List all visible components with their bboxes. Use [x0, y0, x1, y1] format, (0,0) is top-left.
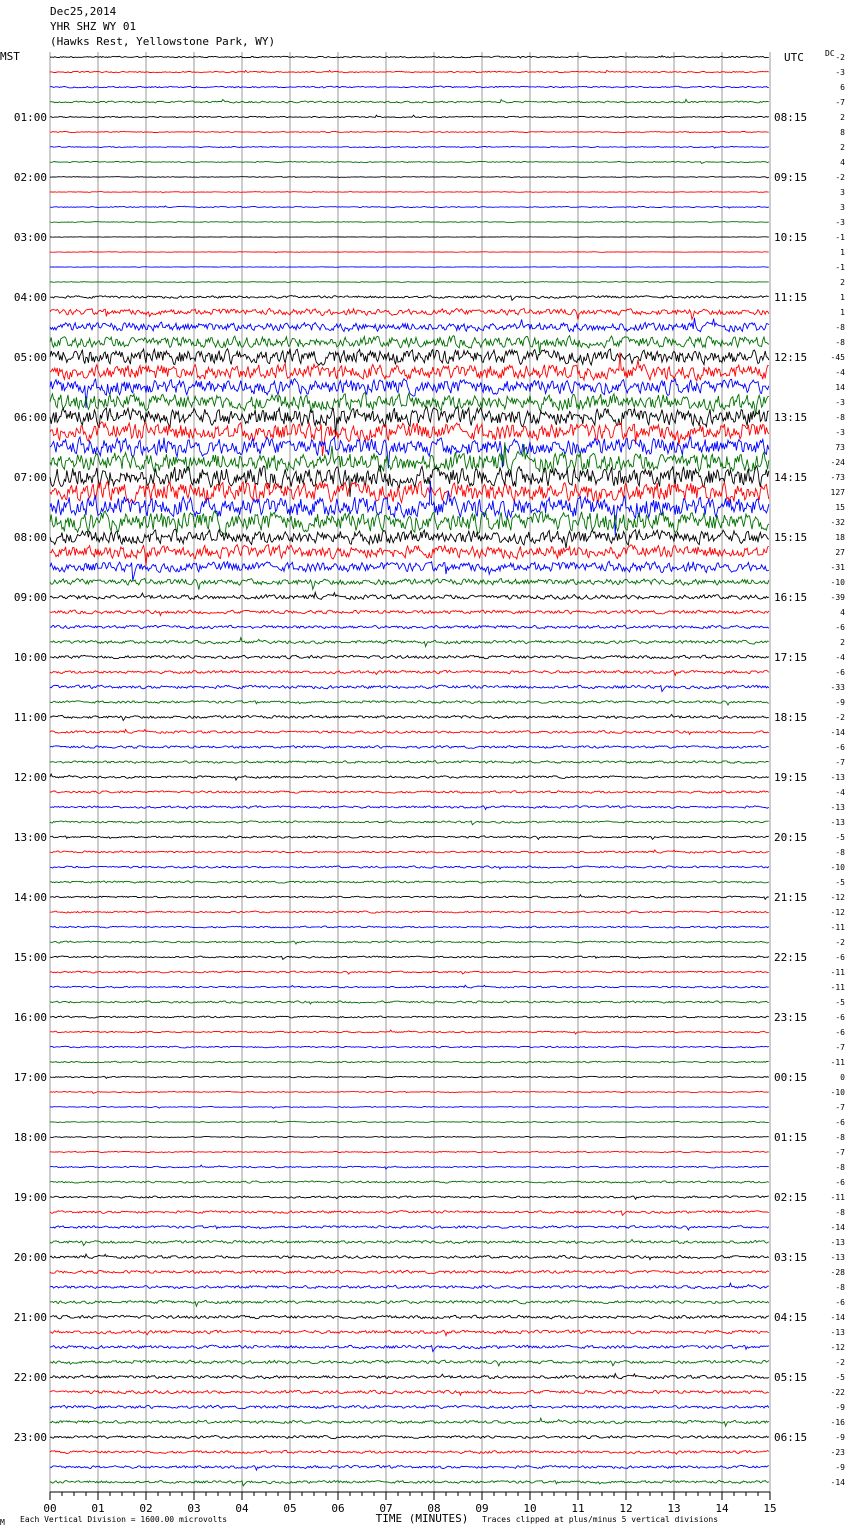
trace-87 — [50, 1360, 769, 1366]
dc-offset-label-39: 2 — [840, 638, 845, 647]
x-tick-label-00: 00 — [43, 1502, 57, 1515]
trace-32 — [50, 529, 769, 548]
header-location: (Hawks Rest, Yellowstone Park, WY) — [50, 35, 276, 48]
utc-hour-label-10: 17:15 — [774, 651, 808, 664]
trace-33 — [50, 545, 769, 566]
dc-offset-label-36: -39 — [830, 593, 845, 602]
mst-hour-label-8: 08:00 — [13, 531, 47, 544]
dc-label: DC — [825, 49, 835, 58]
dc-offset-label-88: -5 — [835, 1373, 845, 1382]
dc-offset-label-28: -73 — [830, 473, 845, 482]
dc-offset-label-48: -13 — [830, 773, 845, 782]
header-station: YHR SHZ WY 01 — [50, 20, 137, 33]
dc-offset-label-11: -3 — [835, 218, 845, 227]
trace-56 — [50, 895, 769, 900]
dc-offset-label-92: -9 — [835, 1433, 845, 1442]
trace-51 — [50, 821, 769, 825]
dc-offset-label-83: -6 — [835, 1298, 845, 1307]
mst-hour-label-15: 15:00 — [13, 951, 47, 964]
dc-offset-label-71: -6 — [835, 1118, 845, 1127]
mst-hour-label-23: 23:00 — [13, 1431, 47, 1444]
mst-hour-label-7: 07:00 — [13, 471, 47, 484]
mst-hour-label-14: 14:00 — [13, 891, 47, 904]
mst-hour-label-12: 12:00 — [13, 771, 47, 784]
trace-50 — [50, 806, 769, 810]
trace-88 — [50, 1374, 769, 1379]
trace-61 — [50, 971, 769, 974]
dc-offset-label-74: -8 — [835, 1163, 845, 1172]
trace-15 — [50, 282, 769, 283]
trace-74 — [50, 1165, 769, 1169]
header-date: Dec25,2014 — [50, 5, 117, 18]
x-tick-label-03: 03 — [187, 1502, 201, 1515]
trace-48 — [50, 774, 769, 780]
dc-offset-label-81: -28 — [830, 1268, 845, 1277]
dc-offset-label-49: -4 — [835, 788, 845, 797]
dc-offset-label-75: -6 — [835, 1178, 845, 1187]
trace-18 — [50, 318, 769, 332]
trace-31 — [50, 511, 769, 534]
dc-offset-label-91: -16 — [830, 1418, 845, 1427]
utc-hour-label-18: 01:15 — [774, 1131, 808, 1144]
dc-offset-label-57: -12 — [830, 908, 845, 917]
utc-hour-label-2: 09:15 — [774, 171, 808, 184]
dc-offset-label-37: 4 — [840, 608, 845, 617]
dc-offset-label-17: 1 — [840, 308, 845, 317]
trace-89 — [50, 1390, 769, 1395]
trace-2 — [50, 86, 769, 88]
dc-offset-label-42: -33 — [830, 683, 845, 692]
trace-3 — [50, 99, 769, 103]
trace-76 — [50, 1196, 769, 1200]
dc-offset-label-10: 3 — [840, 203, 845, 212]
dc-offset-label-6: 2 — [840, 143, 845, 152]
utc-hour-label-4: 11:15 — [774, 291, 808, 304]
mst-hour-label-10: 10:00 — [13, 651, 47, 664]
utc-hour-label-16: 23:15 — [774, 1011, 808, 1024]
dc-offset-label-85: -13 — [830, 1328, 845, 1337]
trace-67 — [50, 1061, 769, 1063]
trace-0 — [50, 56, 769, 58]
dc-offset-label-47: -7 — [835, 758, 845, 767]
mst-hour-label-20: 20:00 — [13, 1251, 47, 1264]
mst-hour-label-11: 11:00 — [13, 711, 47, 724]
dc-offset-label-9: 3 — [840, 188, 845, 197]
dc-offset-label-3: -7 — [835, 98, 845, 107]
utc-hour-label-23: 06:15 — [774, 1431, 808, 1444]
x-tick-label-15: 15 — [763, 1502, 777, 1515]
x-tick-label-09: 09 — [475, 1502, 489, 1515]
mst-hour-label-6: 06:00 — [13, 411, 47, 424]
utc-hour-label-11: 18:15 — [774, 711, 808, 724]
dc-offset-label-38: -6 — [835, 623, 845, 632]
trace-14 — [50, 267, 769, 268]
mst-hour-label-4: 04:00 — [13, 291, 47, 304]
trace-58 — [50, 926, 769, 928]
dc-offset-label-26: 73 — [835, 443, 845, 452]
trace-11 — [50, 222, 769, 223]
dc-offset-label-86: -12 — [830, 1343, 845, 1352]
trace-85 — [50, 1330, 769, 1336]
dc-offset-label-0: -2 — [835, 53, 845, 62]
dc-offset-label-12: -1 — [835, 233, 845, 242]
trace-17 — [50, 308, 769, 319]
dc-offset-label-62: -11 — [830, 983, 845, 992]
x-tick-label-13: 13 — [667, 1502, 681, 1515]
trace-65 — [50, 1030, 769, 1034]
trace-9 — [50, 191, 769, 193]
dc-offset-label-69: -10 — [830, 1088, 845, 1097]
mst-hour-label-1: 01:00 — [13, 111, 47, 124]
mst-hour-label-18: 18:00 — [13, 1131, 47, 1144]
dc-offset-label-95: -14 — [830, 1478, 845, 1487]
dc-offset-label-79: -13 — [830, 1238, 845, 1247]
dc-offset-label-31: -32 — [830, 518, 845, 527]
dc-offset-label-64: -6 — [835, 1013, 845, 1022]
trace-44 — [50, 714, 769, 720]
dc-offset-label-19: -8 — [835, 338, 845, 347]
trace-68 — [50, 1076, 769, 1078]
mst-hour-label-13: 13:00 — [13, 831, 47, 844]
trace-6 — [50, 147, 769, 149]
dc-labels — [831, 53, 846, 1487]
trace-71 — [50, 1121, 769, 1123]
trace-93 — [50, 1451, 769, 1455]
dc-offset-label-73: -7 — [835, 1148, 845, 1157]
trace-91 — [50, 1418, 769, 1426]
trace-84 — [50, 1315, 769, 1319]
dc-offset-label-13: 1 — [840, 248, 845, 257]
trace-37 — [50, 610, 769, 616]
mst-hour-label-3: 03:00 — [13, 231, 47, 244]
mst-hour-label-19: 19:00 — [13, 1191, 47, 1204]
dc-offset-label-40: -4 — [835, 653, 845, 662]
mst-hour-label-16: 16:00 — [13, 1011, 47, 1024]
dc-offset-label-68: 0 — [840, 1073, 845, 1082]
trace-16 — [50, 296, 769, 301]
x-tick-label-07: 07 — [379, 1502, 393, 1515]
dc-offset-label-94: -9 — [835, 1463, 845, 1472]
dc-offset-label-30: 15 — [835, 503, 845, 512]
trace-38 — [50, 625, 769, 629]
x-tick-label-12: 12 — [619, 1502, 633, 1515]
mst-hour-label-17: 17:00 — [13, 1071, 47, 1084]
utc-hour-label-19: 02:15 — [774, 1191, 808, 1204]
dc-offset-label-5: 8 — [840, 128, 845, 137]
dc-offset-label-46: -6 — [835, 743, 845, 752]
utc-hour-label-21: 04:15 — [774, 1311, 808, 1324]
x-tick-label-14: 14 — [715, 1502, 729, 1515]
trace-13 — [50, 251, 769, 252]
trace-70 — [50, 1106, 769, 1108]
x-tick-label-10: 10 — [523, 1502, 537, 1515]
dc-offset-label-34: -31 — [830, 563, 845, 572]
dc-offset-label-89: -22 — [830, 1388, 845, 1397]
right-zone-label: UTC — [784, 51, 804, 64]
left-zone-label: MST — [0, 50, 20, 63]
dc-offset-label-52: -5 — [835, 833, 845, 842]
x-tick-label-05: 05 — [283, 1502, 297, 1515]
dc-offset-label-63: -5 — [835, 998, 845, 1007]
dc-offset-label-32: 18 — [835, 533, 845, 542]
dc-offset-label-25: -3 — [835, 428, 845, 437]
dc-offset-label-29: 127 — [830, 488, 845, 497]
trace-34 — [50, 561, 769, 580]
trace-41 — [50, 670, 769, 675]
trace-78 — [50, 1226, 769, 1230]
trace-29 — [50, 481, 769, 503]
trace-4 — [50, 115, 769, 118]
dc-offset-label-22: 14 — [835, 383, 845, 392]
dc-offset-label-61: -11 — [830, 968, 845, 977]
trace-90 — [50, 1405, 769, 1408]
dc-offset-label-20: -45 — [830, 353, 845, 362]
trace-83 — [50, 1300, 769, 1306]
trace-81 — [50, 1270, 769, 1273]
dc-offset-label-93: -23 — [830, 1448, 845, 1457]
trace-47 — [50, 761, 769, 764]
trace-73 — [50, 1151, 769, 1152]
dc-offset-label-23: -3 — [835, 398, 845, 407]
dc-offset-label-8: -2 — [835, 173, 845, 182]
x-tick-label-08: 08 — [427, 1502, 441, 1515]
trace-79 — [50, 1239, 769, 1245]
trace-7 — [50, 161, 769, 163]
x-tick-label-11: 11 — [571, 1502, 585, 1515]
dc-offset-label-53: -8 — [835, 848, 845, 857]
trace-43 — [50, 701, 769, 705]
utc-hour-label-22: 05:15 — [774, 1371, 808, 1384]
dc-offset-label-58: -11 — [830, 923, 845, 932]
mst-hour-label-5: 05:00 — [13, 351, 47, 364]
trace-35 — [50, 578, 769, 589]
trace-69 — [50, 1091, 769, 1093]
utc-hour-label-13: 20:15 — [774, 831, 808, 844]
mst-hour-label-2: 02:00 — [13, 171, 47, 184]
trace-20 — [50, 349, 769, 366]
dc-offset-label-55: -5 — [835, 878, 845, 887]
dc-offset-label-70: -7 — [835, 1103, 845, 1112]
trace-5 — [50, 131, 769, 132]
trace-8 — [50, 177, 769, 178]
dc-offset-label-24: -8 — [835, 413, 845, 422]
mst-hour-label-22: 22:00 — [13, 1371, 47, 1384]
trace-77 — [50, 1211, 769, 1216]
trace-22 — [50, 379, 769, 408]
trace-53 — [50, 850, 769, 853]
dc-offset-label-67: -11 — [830, 1058, 845, 1067]
utc-hour-label-17: 00:15 — [774, 1071, 808, 1084]
trace-49 — [50, 791, 769, 794]
trace-10 — [50, 206, 769, 208]
utc-hour-label-15: 22:15 — [774, 951, 808, 964]
dc-offset-label-84: -14 — [830, 1313, 845, 1322]
trace-62 — [50, 985, 769, 988]
dc-offset-label-56: -12 — [830, 893, 845, 902]
utc-hour-label-9: 16:15 — [774, 591, 808, 604]
utc-hour-label-8: 15:15 — [774, 531, 808, 544]
trace-25 — [50, 422, 769, 456]
grid-lines — [50, 52, 770, 1492]
dc-offset-label-35: -10 — [830, 578, 845, 587]
dc-offset-label-87: -2 — [835, 1358, 845, 1367]
trace-36 — [50, 592, 769, 599]
trace-80 — [50, 1254, 769, 1260]
utc-hour-label-14: 21:15 — [774, 891, 808, 904]
dc-offset-label-44: -2 — [835, 713, 845, 722]
utc-hour-label-20: 03:15 — [774, 1251, 808, 1264]
trace-60 — [50, 956, 769, 959]
trace-82 — [50, 1283, 769, 1289]
dc-offset-label-65: -6 — [835, 1028, 845, 1037]
trace-66 — [50, 1046, 769, 1048]
trace-12 — [50, 237, 769, 238]
dc-offset-label-82: -8 — [835, 1283, 845, 1292]
dc-offset-label-77: -8 — [835, 1208, 845, 1217]
dc-offset-label-33: 27 — [835, 548, 845, 557]
utc-hour-label-5: 12:15 — [774, 351, 808, 364]
trace-46 — [50, 746, 769, 749]
mst-hour-label-21: 21:00 — [13, 1311, 47, 1324]
dc-offset-label-7: 4 — [840, 158, 845, 167]
dc-offset-label-60: -6 — [835, 953, 845, 962]
trace-72 — [50, 1136, 769, 1138]
dc-offset-label-21: -4 — [835, 368, 845, 377]
dc-offset-label-41: -6 — [835, 668, 845, 677]
trace-75 — [50, 1181, 769, 1183]
trace-55 — [50, 881, 769, 883]
x-tick-label-06: 06 — [331, 1502, 345, 1515]
dc-offset-label-80: -13 — [830, 1253, 845, 1262]
trace-86 — [50, 1345, 769, 1351]
dc-offset-label-15: 2 — [840, 278, 845, 287]
dc-offset-label-78: -14 — [830, 1223, 845, 1232]
trace-64 — [50, 1016, 769, 1018]
x-tick-label-01: 01 — [91, 1502, 105, 1515]
dc-offset-label-2: 6 — [840, 83, 845, 92]
dc-offset-label-14: -1 — [835, 263, 845, 272]
trace-63 — [50, 1001, 769, 1004]
trace-1 — [50, 70, 769, 72]
trace-94 — [50, 1465, 769, 1470]
dc-offset-label-72: -8 — [835, 1133, 845, 1142]
trace-59 — [50, 941, 769, 944]
x-tick-label-02: 02 — [139, 1502, 153, 1515]
utc-hour-label-12: 19:15 — [774, 771, 808, 784]
dc-offset-label-66: -7 — [835, 1043, 845, 1052]
trace-19 — [50, 336, 769, 354]
dc-offset-label-16: 1 — [840, 293, 845, 302]
utc-hour-label-6: 13:15 — [774, 411, 808, 424]
dc-offset-label-4: 2 — [840, 113, 845, 122]
utc-hour-label-3: 10:15 — [774, 231, 808, 244]
mst-hour-label-9: 09:00 — [13, 591, 47, 604]
x-tick-label-04: 04 — [235, 1502, 249, 1515]
dc-offset-label-90: -9 — [835, 1403, 845, 1412]
dc-offset-label-59: -2 — [835, 938, 845, 947]
dc-offset-label-50: -13 — [830, 803, 845, 812]
utc-hour-label-7: 14:15 — [774, 471, 808, 484]
trace-54 — [50, 866, 769, 869]
utc-hour-label-1: 08:15 — [774, 111, 808, 124]
dc-offset-label-1: -3 — [835, 68, 845, 77]
trace-45 — [50, 729, 769, 734]
trace-group — [50, 56, 769, 1486]
dc-offset-label-76: -11 — [830, 1193, 845, 1202]
dc-offset-label-43: -9 — [835, 698, 845, 707]
trace-42 — [50, 685, 769, 691]
scale-note: Each Vertical Division = 1600.00 microvolts — [20, 1515, 228, 1524]
trace-57 — [50, 911, 769, 913]
dc-offset-label-18: -8 — [835, 323, 845, 332]
trace-40 — [50, 655, 769, 659]
trace-92 — [50, 1436, 769, 1439]
clip-note: Traces clipped at plus/minus 5 vertical divisions — [482, 1515, 719, 1524]
trace-95 — [50, 1480, 769, 1485]
dc-offset-label-54: -10 — [830, 863, 845, 872]
x-axis-label: TIME (MINUTES) — [375, 1512, 469, 1525]
trace-39 — [50, 638, 769, 647]
trace-52 — [50, 836, 769, 840]
dc-offset-label-51: -13 — [830, 818, 845, 827]
dc-offset-label-27: -24 — [830, 458, 845, 467]
corner-mark: M — [0, 1518, 5, 1527]
dc-offset-label-45: -14 — [830, 728, 845, 737]
